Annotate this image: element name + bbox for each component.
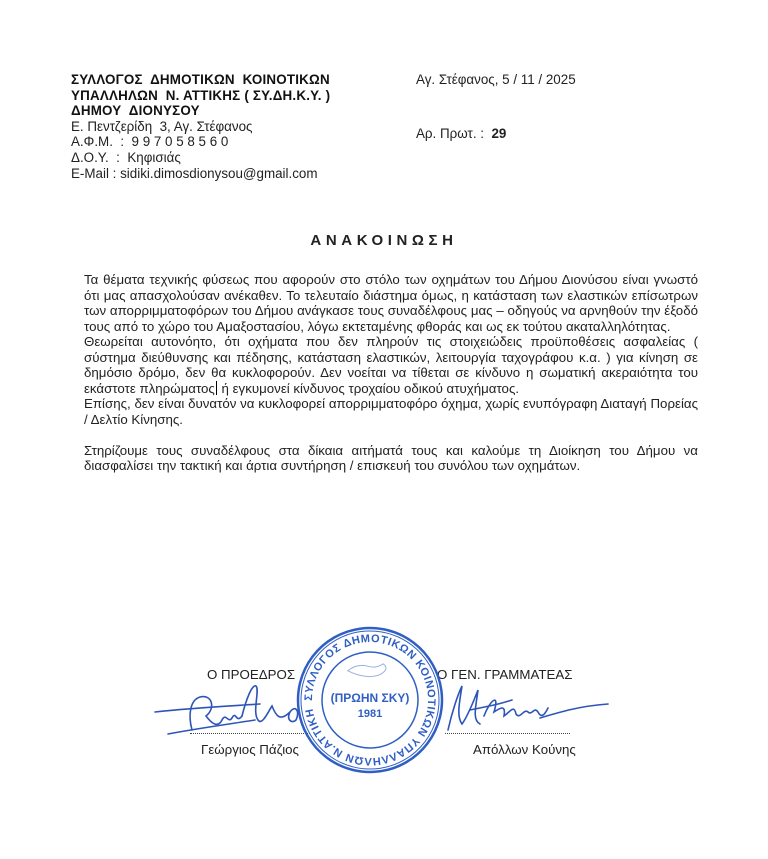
protocol-number: 29 [491, 125, 507, 141]
paragraph-2-text-a: Θεωρείται αυτονόητο, ότι οχήματα που δεν πληρούν τις στοιχειώδεις προϋποθέσεις ασφαλείας ( σύστημα διεύθυνσης και πέδησης, κατάσταση ελαστικών, λειτουργία ταχογράφου κ.α. ) για κίνηση σε δημόσιο δρόμο, δεν θα κυκλοφορούν. Δεν νοείται να τίθεται σε κίνδυνο η σωματική ακεραιότητα του εκάστοτε πληρώματος [84, 334, 698, 396]
place-date: Αγ. Στέφανος, 5 / 11 / 2025 [416, 72, 576, 87]
org-tax-office: Δ.Ο.Υ. : Κηφισιάς [71, 149, 181, 165]
org-name-line-1: ΣΥΛΛΟΓΟΣ ΔΗΜΟΤΙΚΩΝ ΚΟΙΝΟΤΙΚΩΝ [71, 72, 330, 87]
org-email: E-Mail : sidiki.dimosdionysou@gmail.com [71, 165, 318, 181]
stamp-emblem [347, 662, 387, 680]
paragraph-3: Επίσης, δεν είναι δυνατόν να κυκλοφορεί απορριμματοφόρο όχημα, χωρίς ενυπόγραφη Διαταγή Πορείας / Δελτίο Κίνησης. [84, 396, 698, 427]
protocol-label: Αρ. Πρωτ. : [416, 125, 492, 141]
president-signature [155, 686, 298, 734]
announcement-title: ΑΝΑΚΟΙΝΩΣΗ [310, 232, 458, 249]
paragraph-2-text-b: ή εγκυμονεί κίνδυνος τροχαίου οδικού ατυχήματος. [217, 380, 520, 396]
stamp-ring-text: ΣΥΛΛΟΓΟΣ ΔΗΜΟΤΙΚΩΝ ΚΟΙΝΟΤΙΚΩΝ ΥΠΑΛΛΗΛΩΝ Ν.ΑΤΤΙΚΗΣ [302, 632, 438, 768]
secretary-signature [448, 686, 608, 730]
paragraph-4: Στηρίζουμε τους συναδέλφους στα δίκαια αιτήματά τους και καλούμε τη Διοίκηση του Δήμου να διασφαλίσει την τακτική και άρτια συντήρηση / επισκευή του συνόλου των οχημάτων. [84, 442, 698, 473]
president-name: Γεώργιος Πάζιος [201, 742, 299, 757]
secretary-name: Απόλλων Κούνης [473, 742, 576, 757]
stamp-center-line-2: 1981 [357, 708, 383, 720]
org-tax-id: Α.Φ.Μ. : 9 9 7 0 5 8 5 6 0 [71, 134, 229, 150]
stamp-center-line-1: (ΠΡΩΗΝ ΣΚΥ) [330, 691, 410, 705]
org-name-line-3: ΔΗΜΟΥ ΔΙΟΝΥΣΟΥ [71, 103, 200, 119]
president-title: Ο ΠΡΟΕΔΡΟΣ [207, 667, 296, 682]
secretary-title: Ο ΓΕΝ. ΓΡΑΜΜΑΤΕΑΣ [437, 667, 573, 682]
org-name-line-2: ΥΠΑΛΛΗΛΩΝ Ν. ΑΤΤΙΚΗΣ ( ΣΥ.ΔΗ.Κ.Υ. ) [71, 87, 331, 103]
paragraph-1: Τα θέματα τεχνικής φύσεως που αφορούν στο στόλο των οχημάτων του Δήμου Διονύσου είναι γνωστό ότι μας απασχολούσαν ανέκαθεν. Το τελευταίο διάστημα όμως, η κατάσταση των ελαστικών επίσωτρων των απορριμματοφόρων του Δήμου ανάγκασε τους συναδέλφους μας – οδηγούς να αρνηθούν την έξοδό τους από το χώρο του Αμαξοστασίου, λόγω εκτεταμένης φθοράς και ως εκ τούτου ακαταλληλότητας. [84, 272, 698, 334]
org-address: Ε. Πεντζερίδη 3, Αγ. Στέφανος [71, 118, 253, 134]
